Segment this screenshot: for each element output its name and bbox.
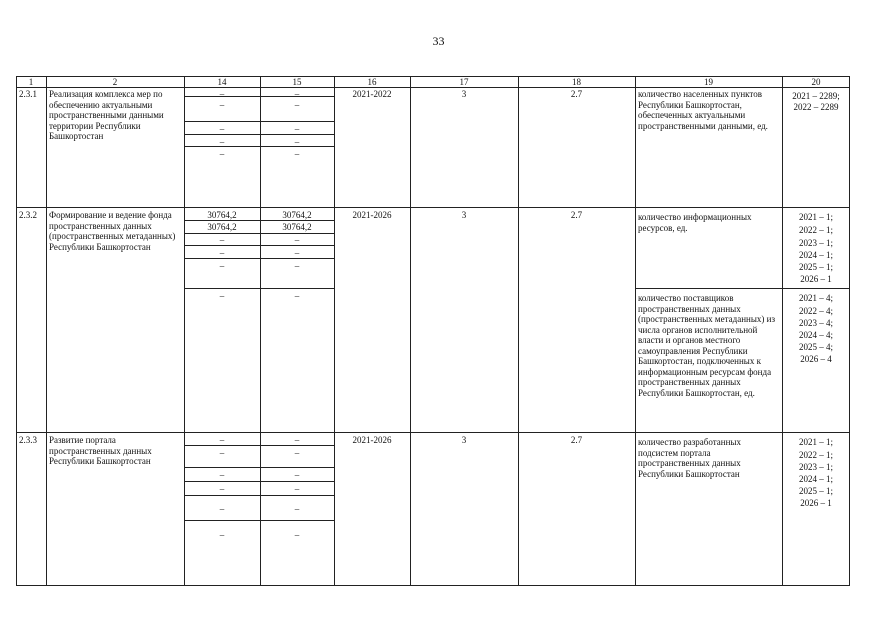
indicator-value: 2023 – 4; — [798, 318, 833, 328]
col-divider — [518, 76, 519, 586]
col14-value: – — [219, 89, 225, 99]
col15-value: – — [294, 89, 300, 99]
indicator-value: 2024 – 1; — [798, 474, 833, 484]
col14-value: – — [219, 470, 225, 480]
subcell-line — [184, 121, 334, 122]
subcell-line — [184, 233, 334, 234]
header-cell: 16 — [367, 77, 377, 87]
indicator-value: 2021 – 4; — [798, 293, 833, 303]
col14-value: – — [219, 435, 225, 445]
indicator-value: 2024 – 4; — [798, 330, 833, 340]
col14-value: – — [219, 484, 225, 494]
col15-value: – — [294, 137, 300, 147]
col15-value: – — [294, 435, 300, 445]
subcell-line — [184, 520, 334, 521]
col14-value: – — [219, 124, 225, 134]
indicator: количество информационных ресурсов, ед. — [638, 212, 752, 233]
col15-value: – — [294, 149, 300, 159]
indicator-value: 2026 – 4 — [800, 354, 832, 364]
col14-value: – — [219, 100, 225, 110]
indicator-value: 2025 – 1; — [798, 262, 833, 272]
row-divider — [16, 207, 850, 208]
col14-value: – — [219, 248, 225, 258]
indicator-value: 2022 – 1; — [798, 225, 833, 235]
col14-value: 30764,2 — [207, 222, 237, 232]
subcell-line — [184, 134, 334, 135]
col15-value: – — [294, 484, 300, 494]
page-number: 33 — [432, 34, 445, 48]
period: 2021-2026 — [352, 435, 392, 445]
indicator-value: 2022 – 2289 — [793, 102, 839, 112]
indicator-value: 2026 – 1 — [800, 274, 832, 284]
measure-name: Развитие портала пространственных данных Республики Башкортостан — [49, 435, 152, 466]
indicator-value: 2024 – 1; — [798, 250, 833, 260]
row-number: 2.3.1 — [19, 89, 37, 99]
col18-value: 2.7 — [570, 210, 583, 220]
col17-value: 3 — [461, 210, 467, 220]
indicator-value: 2022 – 4; — [798, 306, 833, 316]
col14-value: – — [219, 530, 225, 540]
row-number: 2.3.2 — [19, 210, 37, 220]
indicator-value: 2025 – 1; — [798, 486, 833, 496]
indicator-value: 2021 – 1; — [798, 437, 833, 447]
header-cell: 17 — [459, 77, 469, 87]
col15-value: – — [294, 235, 300, 245]
col15-value: – — [294, 261, 300, 271]
col14-value: – — [219, 448, 225, 458]
header-cell: 20 — [811, 77, 821, 87]
header-cell: 19 — [704, 77, 713, 87]
period: 2021-2022 — [352, 89, 392, 99]
indicator-value: 2022 – 1; — [798, 450, 833, 460]
indicator-value: 2026 – 1 — [800, 498, 832, 508]
col14-value: – — [219, 261, 225, 271]
col14-value: – — [219, 149, 225, 159]
indicator-value: 2023 – 1; — [798, 462, 833, 472]
subcell-line — [184, 258, 334, 259]
col14-value: – — [219, 504, 225, 514]
col14-value: 30764,2 — [207, 210, 237, 220]
col-divider — [410, 76, 411, 586]
col15-value: 30764,2 — [282, 222, 312, 232]
col-divider — [635, 76, 636, 586]
measure-name: Формирование и ведение фонда пространственных данных (пространственных метаданных) Республики Башкортостан — [49, 210, 176, 252]
col15-value: – — [294, 100, 300, 110]
col15-value: – — [294, 291, 300, 301]
col14-value: – — [219, 291, 225, 301]
subcell-line — [184, 445, 334, 446]
col15-value: – — [294, 530, 300, 540]
indicator-value: 2023 – 1; — [798, 238, 833, 248]
row-divider — [16, 432, 850, 433]
subcell-line — [184, 245, 334, 246]
col15-value: – — [294, 248, 300, 258]
subcell-line — [184, 220, 334, 221]
indicator: количество населенных пунктов Республики Башкортостан, обеспеченных актуальными пространственными данными, ед. — [638, 89, 768, 131]
row-number: 2.3.3 — [19, 435, 37, 445]
col18-value: 2.7 — [570, 89, 583, 99]
col17-value: 3 — [461, 435, 467, 445]
indicator-value: 2025 – 4; — [798, 342, 833, 352]
indicator-value: 2021 – 2289; — [792, 91, 840, 101]
period: 2021-2026 — [352, 210, 392, 220]
measure-name: Реализация комплекса мер по обеспечению актуальными пространственными данными территории Республики Башкортостан — [49, 89, 164, 141]
col15-value: – — [294, 448, 300, 458]
col17-value: 3 — [461, 89, 467, 99]
col-divider — [46, 76, 47, 586]
col15-value: – — [294, 470, 300, 480]
header-cell: 15 — [292, 77, 302, 87]
subcell-line — [635, 288, 850, 289]
header-cell: 18 — [572, 77, 581, 87]
indicator-value: 2021 – 1; — [798, 212, 833, 222]
subcell-line — [184, 288, 334, 289]
indicator: количество разработанных подсистем портала пространственных данных Республики Башкортостан — [638, 437, 741, 479]
col18-value: 2.7 — [570, 435, 583, 445]
subcell-line — [184, 495, 334, 496]
col15-value: – — [294, 124, 300, 134]
header-cell: 1 — [28, 77, 34, 87]
subcell-line — [184, 481, 334, 482]
col15-value: 30764,2 — [282, 210, 312, 220]
col14-value: – — [219, 235, 225, 245]
subcell-line — [184, 467, 334, 468]
col-divider — [334, 76, 335, 586]
indicator-second: количество поставщиков пространственных данных (пространственных метаданных) из числа органов исполнительной власти и органов местного самоуправления Республики Башкортостан, подключенных к информационным ресурсам фонда пространственных данных Республики Башкортостан, ед. — [638, 293, 776, 398]
col14-value: – — [219, 137, 225, 147]
col15-value: – — [294, 504, 300, 514]
header-cell: 2 — [112, 77, 118, 87]
header-cell: 14 — [217, 77, 227, 87]
